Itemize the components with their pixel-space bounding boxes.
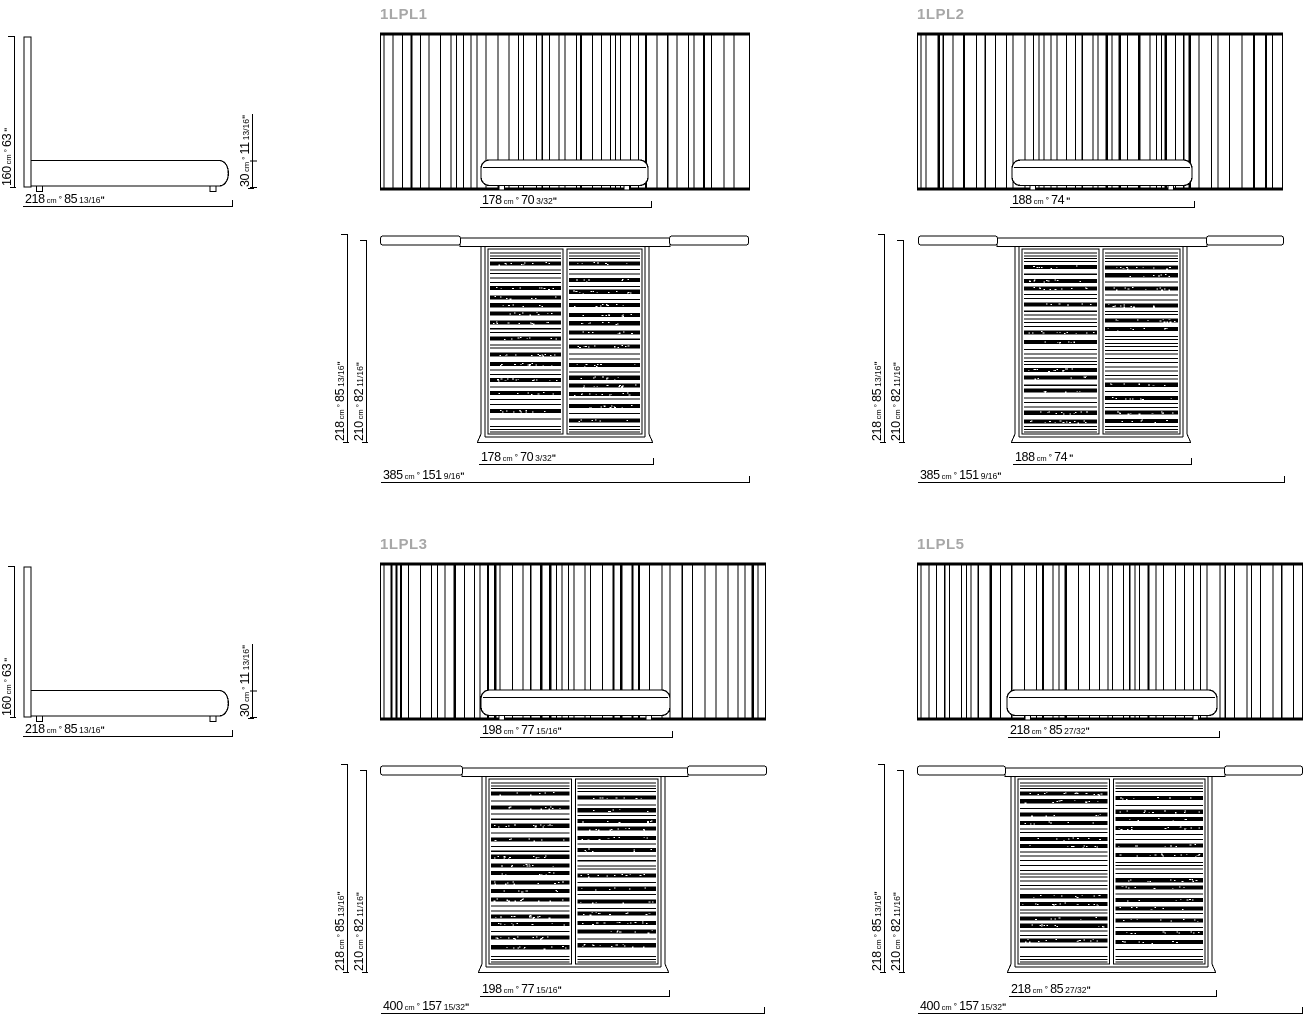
dim-cm-value: 210 — [352, 951, 366, 971]
dim-separator: ° — [416, 470, 421, 480]
bed-foot — [499, 716, 505, 721]
dim-separator: ° — [2, 148, 12, 153]
top-view-drawing — [917, 755, 1306, 981]
dim-cm-value: 218 — [1010, 723, 1030, 737]
headboard-right — [688, 766, 767, 775]
dim-inch-mark: " — [551, 453, 555, 463]
dim-separator: ° — [891, 403, 901, 408]
bed — [481, 160, 648, 186]
side-view-drawing — [0, 28, 300, 198]
dim-inch-fraction: 15/16 — [536, 726, 558, 736]
product-code: 1LPL5 — [917, 536, 965, 553]
dim-separator: ° — [515, 725, 520, 735]
dim-inch-mark: " — [1086, 985, 1090, 995]
dim-cm-value: 218 — [870, 421, 884, 441]
dim-inch-value: 151 — [422, 468, 442, 482]
dim-bed-width-front — [480, 193, 652, 208]
dim-cm-unit: cm — [356, 939, 365, 950]
dim-cm-unit: cm — [404, 472, 415, 481]
dim-cm-unit: cm — [503, 986, 514, 995]
dim-bed-width-front — [480, 723, 673, 738]
top-view-drawing — [380, 755, 772, 981]
bed-foot — [37, 186, 43, 192]
dim-cm-value: 210 — [352, 421, 366, 441]
dim-separator: ° — [515, 984, 520, 994]
dim-inch-value: 74 — [1051, 193, 1065, 207]
dim-inch-value: 157 — [959, 999, 979, 1013]
dim-inch-value: 11 — [238, 142, 252, 155]
dim-headboard-height — [0, 566, 15, 718]
dim-inch-value: 85 — [64, 722, 78, 736]
dim-cm-unit: cm — [1031, 727, 1042, 736]
headboard-right — [670, 236, 749, 245]
dim-depth-outer — [870, 234, 885, 443]
dim-cm-unit: cm — [893, 409, 902, 420]
dim-inch-mark: " — [465, 1002, 469, 1012]
dim-bed-height — [238, 114, 253, 189]
dim-total-width — [918, 468, 1285, 483]
dim-cm-value: 30 — [238, 703, 252, 717]
bed-side — [31, 691, 228, 717]
dim-separator: ° — [515, 195, 520, 205]
bed — [1007, 690, 1217, 716]
front-view-drawing — [917, 25, 1283, 193]
front-view-drawing — [380, 555, 766, 723]
dim-inch-fraction: 13/16 — [79, 195, 101, 205]
dim-cm-unit: cm — [46, 196, 57, 205]
headboard-side — [24, 37, 31, 187]
dim-inch-mark: " — [336, 892, 346, 896]
bed-foot — [1025, 716, 1031, 721]
dim-inch-fraction: 27/32 — [1064, 726, 1086, 736]
bed-foot — [624, 186, 630, 191]
dim-cm-value: 218 — [333, 421, 347, 441]
dim-cm-unit: cm — [503, 727, 514, 736]
dim-inch-fraction: 9/16 — [443, 471, 461, 481]
dim-inch-value: 85 — [1049, 723, 1063, 737]
dim-separator: ° — [514, 452, 519, 462]
product-code: 1LPL3 — [380, 536, 428, 553]
dim-separator: ° — [58, 194, 63, 204]
dim-cm-value: 198 — [482, 982, 502, 996]
dim-cm-value: 385 — [383, 468, 403, 482]
bed-foot — [210, 186, 216, 192]
dim-inch-mark: " — [241, 115, 251, 120]
dim-inch-fraction: 13/16 — [79, 725, 101, 735]
dim-bed-width-front — [1008, 723, 1220, 738]
front-view-drawing — [917, 555, 1303, 723]
dim-inch-value: 74 — [1054, 450, 1068, 464]
bed-foot — [210, 716, 216, 722]
dim-inch-value: 82 — [889, 388, 903, 402]
dim-inch-mark: " — [892, 362, 902, 367]
headboard-left — [381, 766, 463, 775]
dim-cm-unit: cm — [502, 454, 513, 463]
dim-inch-mark: " — [873, 892, 883, 896]
dim-separator: ° — [872, 933, 882, 938]
dim-inch-fraction: 13/16 — [873, 895, 883, 917]
dim-inch-mark: " — [557, 726, 561, 736]
dim-cm-value: 188 — [1012, 193, 1032, 207]
dim-separator: ° — [891, 933, 901, 938]
bed-foot — [1193, 716, 1199, 721]
bed-side — [31, 161, 228, 187]
mattress — [1018, 779, 1110, 964]
dim-bed-height — [238, 644, 253, 719]
dim-cm-unit: cm — [4, 684, 13, 695]
dim-inch-fraction: 13/16 — [873, 365, 883, 387]
dim-depth-outer — [333, 234, 348, 443]
dim-inch-value: 70 — [520, 450, 534, 464]
dim-cm-unit: cm — [941, 1003, 952, 1012]
dim-cm-value: 400 — [920, 999, 940, 1013]
dim-separator: ° — [416, 1001, 421, 1011]
dim-cm-unit: cm — [1036, 454, 1047, 463]
dim-inch-fraction: 13/16 — [241, 119, 251, 141]
top-view-drawing — [917, 225, 1306, 451]
dim-cm-unit: cm — [893, 939, 902, 950]
dim-separator: ° — [2, 678, 12, 683]
dim-inch-mark: " — [460, 471, 464, 481]
dim-inch-mark: " — [1069, 453, 1073, 463]
mattress — [488, 249, 563, 434]
dim-cm-value: 188 — [1015, 450, 1035, 464]
dim-depth-outer — [333, 764, 348, 973]
dim-inch-value: 82 — [352, 388, 366, 402]
dim-cm-value: 218 — [870, 951, 884, 971]
dim-inch-mark: " — [3, 658, 13, 662]
dim-cm-value: 218 — [25, 722, 45, 736]
dim-cm-unit: cm — [404, 1003, 415, 1012]
dim-cm-value: 178 — [482, 193, 502, 207]
dim-total-width — [381, 468, 750, 483]
dim-depth-inner — [889, 240, 904, 443]
dim-cm-unit: cm — [1032, 986, 1043, 995]
dim-inch-mark: " — [241, 645, 251, 650]
headboard-center — [1005, 768, 1225, 777]
dim-cm-unit: cm — [356, 409, 365, 420]
bed — [1012, 160, 1192, 186]
bed-foot — [1030, 186, 1036, 191]
dim-cm-unit: cm — [337, 939, 346, 950]
dim-inch-mark: " — [336, 362, 346, 366]
dim-cm-unit: cm — [941, 472, 952, 481]
dim-cm-value: 198 — [482, 723, 502, 737]
dim-cm-unit: cm — [337, 409, 346, 420]
dim-inch-mark: " — [1002, 1002, 1006, 1012]
dim-cm-value: 160 — [0, 166, 14, 186]
dim-separator: ° — [58, 724, 63, 734]
dim-total-width — [381, 999, 765, 1014]
dim-inch-mark: " — [557, 985, 561, 995]
dim-inch-fraction: 13/16 — [336, 895, 346, 917]
headboard-left — [919, 236, 998, 245]
headboard-left — [918, 766, 1006, 775]
dim-cm-unit: cm — [242, 691, 251, 702]
mattress — [1114, 779, 1206, 964]
dim-separator: ° — [1043, 725, 1048, 735]
dim-inch-mark: " — [1066, 196, 1070, 206]
dim-inch-value: 85 — [333, 388, 347, 402]
bed-foot — [37, 716, 43, 722]
dim-inch-value: 77 — [521, 723, 535, 737]
dim-inch-fraction: 11/16 — [355, 366, 365, 387]
dim-cm-value: 218 — [333, 951, 347, 971]
dim-inch-fraction: 13/16 — [241, 649, 251, 671]
dim-bed-width-top — [479, 450, 654, 465]
dim-cm-value: 160 — [0, 696, 14, 716]
dim-cm-unit: cm — [874, 409, 883, 420]
dim-inch-value: 157 — [422, 999, 442, 1013]
dim-separator: ° — [354, 403, 364, 408]
dim-inch-fraction: 27/32 — [1065, 985, 1087, 995]
dim-separator: ° — [335, 933, 345, 938]
dim-bed-width-top — [1013, 450, 1192, 465]
mattress — [576, 779, 659, 964]
dim-inch-fraction: 11/16 — [355, 896, 365, 917]
dim-cm-value: 30 — [238, 173, 252, 187]
dim-separator: ° — [240, 686, 250, 690]
product-code: 1LPL1 — [380, 6, 428, 23]
dim-inch-value: 85 — [333, 918, 347, 932]
dim-inch-value: 85 — [870, 918, 884, 932]
dim-inch-value: 63 — [0, 133, 14, 147]
dim-inch-mark: " — [892, 892, 902, 897]
dim-inch-fraction: 11/16 — [892, 366, 902, 387]
dim-depth-inner — [352, 770, 367, 973]
dim-bed-depth — [23, 722, 233, 737]
dim-inch-value: 82 — [352, 918, 366, 932]
dim-inch-mark: " — [1085, 726, 1089, 736]
dim-inch-value: 11 — [238, 672, 252, 685]
top-view-drawing — [380, 225, 772, 451]
dim-separator: ° — [953, 470, 958, 480]
dim-total-width — [918, 999, 1303, 1014]
dim-separator: ° — [240, 156, 250, 160]
dim-inch-mark: " — [355, 892, 365, 897]
dim-inch-value: 63 — [0, 663, 14, 677]
dim-inch-mark: " — [100, 725, 104, 735]
side-view-drawing — [0, 558, 300, 728]
dim-bed-depth — [23, 192, 233, 207]
dim-separator: ° — [953, 1001, 958, 1011]
dim-bed-width-top — [1009, 982, 1217, 997]
dim-inch-fraction: 15/32 — [443, 1002, 465, 1012]
dim-depth-outer — [870, 764, 885, 973]
dim-inch-value: 85 — [870, 388, 884, 402]
dim-inch-mark: " — [100, 195, 104, 205]
bed-foot — [499, 186, 505, 191]
dim-inch-fraction: 13/16 — [336, 365, 346, 387]
headboard-right — [1207, 236, 1284, 245]
dim-inch-value: 70 — [521, 193, 535, 207]
dim-inch-mark: " — [997, 471, 1001, 481]
dim-cm-unit: cm — [874, 939, 883, 950]
dim-inch-mark: " — [873, 362, 883, 366]
dim-cm-value: 210 — [889, 421, 903, 441]
dim-cm-value: 385 — [920, 468, 940, 482]
dim-inch-value: 77 — [521, 982, 535, 996]
product-code: 1LPL2 — [917, 6, 965, 23]
headboard-center — [997, 238, 1207, 247]
dim-cm-unit: cm — [4, 154, 13, 165]
front-view-drawing — [380, 25, 750, 193]
headboard-side — [24, 567, 31, 717]
dim-inch-fraction: 11/16 — [892, 896, 902, 917]
dim-cm-unit: cm — [503, 197, 514, 206]
bed-foot — [646, 716, 652, 721]
headboard-center — [460, 238, 670, 247]
dim-inch-mark: " — [3, 128, 13, 132]
headboard-center — [462, 768, 688, 777]
bed — [481, 690, 670, 716]
dim-cm-value: 400 — [383, 999, 403, 1013]
dim-inch-value: 151 — [959, 468, 979, 482]
dim-inch-fraction: 3/32 — [535, 453, 552, 463]
bed-foot — [1168, 186, 1174, 191]
dim-depth-inner — [889, 770, 904, 973]
dim-cm-unit: cm — [242, 161, 251, 172]
dim-bed-width-front — [1010, 193, 1195, 208]
dim-bed-width-top — [480, 982, 670, 997]
dim-separator: ° — [335, 403, 345, 408]
dim-inch-value: 82 — [889, 918, 903, 932]
dim-inch-mark: " — [552, 196, 556, 206]
dim-depth-inner — [352, 240, 367, 443]
dim-inch-fraction: 3/32 — [536, 196, 553, 206]
dim-cm-unit: cm — [46, 726, 57, 735]
dim-inch-fraction: 15/32 — [980, 1002, 1002, 1012]
dim-inch-value: 85 — [64, 192, 78, 206]
dim-inch-fraction: 9/16 — [980, 471, 998, 481]
dim-cm-value: 210 — [889, 951, 903, 971]
dim-cm-value: 218 — [25, 192, 45, 206]
dim-headboard-height — [0, 36, 15, 188]
dim-separator: ° — [354, 933, 364, 938]
dim-separator: ° — [1048, 452, 1053, 462]
dim-separator: ° — [1044, 984, 1049, 994]
dim-cm-unit: cm — [1033, 197, 1044, 206]
dim-inch-mark: " — [355, 362, 365, 367]
dim-inch-value: 85 — [1050, 982, 1064, 996]
dim-cm-value: 178 — [481, 450, 501, 464]
dim-separator: ° — [872, 403, 882, 408]
headboard-right — [1225, 766, 1303, 775]
dim-cm-value: 218 — [1011, 982, 1031, 996]
headboard-left — [381, 236, 461, 245]
dim-separator: ° — [1045, 195, 1050, 205]
dim-inch-fraction: 15/16 — [536, 985, 558, 995]
